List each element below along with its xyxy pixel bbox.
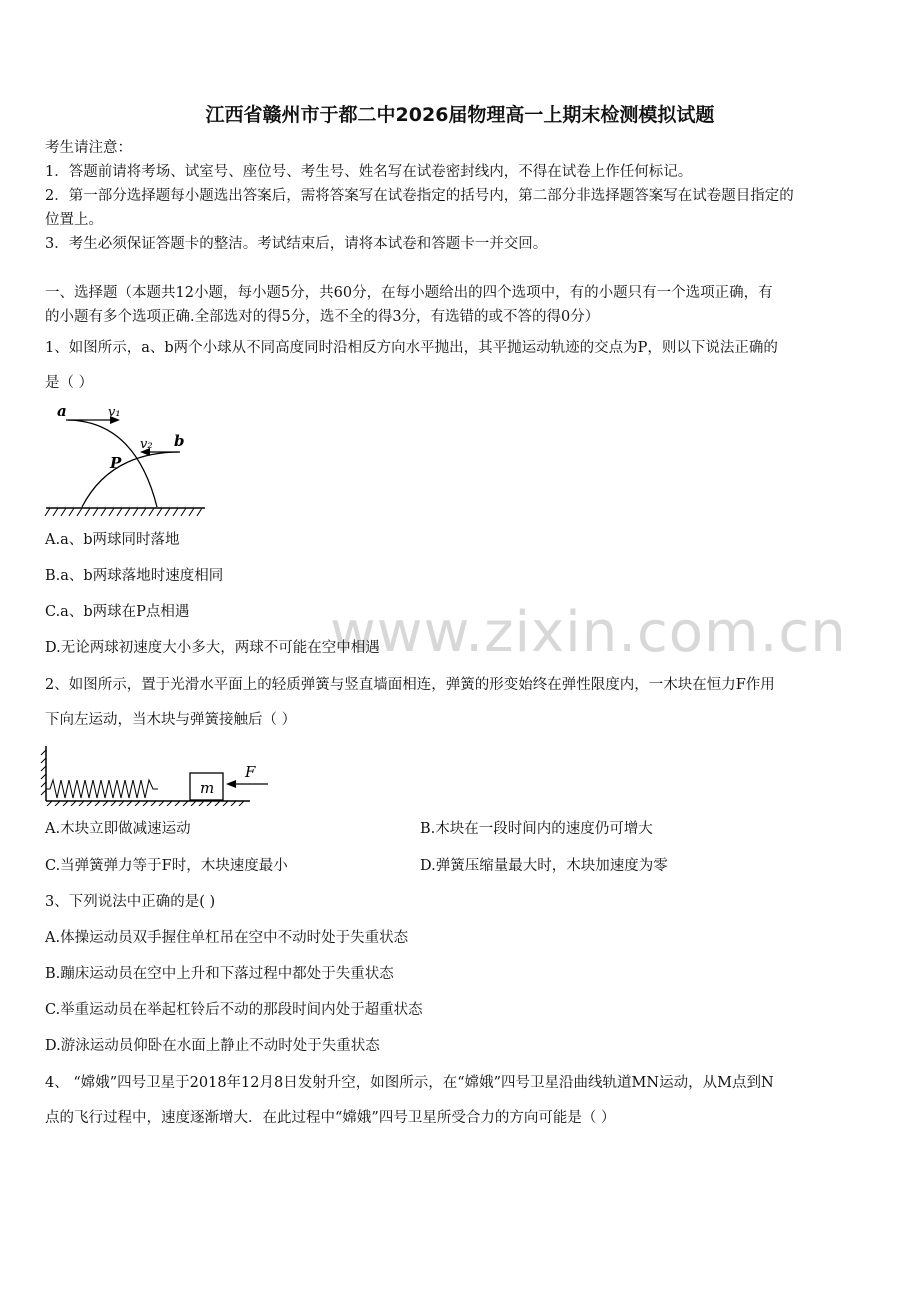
label-F: F	[245, 763, 256, 781]
trajectory-b	[82, 452, 180, 507]
label-v1: v₁	[108, 405, 121, 420]
q4-stem-1: 4、 “嫦娥”四号卫星于2018年12月8日发射升空，如图所示，在“嫦娥”四号卫星沿曲线轨道MN运动，从M点到N	[45, 1075, 774, 1091]
q3-option-c[interactable]: C.举重运动员在举起杠铃后不动的那段时间内处于超重状态	[45, 1002, 423, 1018]
spring	[46, 780, 158, 798]
label-b: b	[174, 432, 185, 450]
q1-stem-1: 1、如图所示，a、b两个小球从不同高度同时沿相反方向水平抛出，其平抛运动轨迹的交点为P，则以下说法正确的	[45, 340, 778, 356]
notice-item-2-cont: 位置上。	[45, 212, 103, 228]
q1-option-d[interactable]: D.无论两球初速度大小多大，两球不可能在空中相遇	[45, 640, 380, 656]
q2-option-c[interactable]: C.当弹簧弹力等于F时，木块速度最小	[45, 858, 288, 874]
watermark: www.zixin.com.cn	[330, 600, 847, 665]
label-a: a	[57, 402, 67, 420]
section-instructions-2: 的小题有多个选项正确.全部选对的得5分，选不全的得3分，有选错的或不答的得0分）	[45, 309, 600, 325]
notice-item-2: 2．第一部分选择题每小题选出答案后，需将答案写在试卷指定的括号内，第二部分非选择题答案写在试卷题目指定的	[45, 188, 794, 204]
q1-option-b[interactable]: B.a、b两球落地时速度相同	[45, 568, 224, 584]
notice-heading: 考生请注意：	[45, 140, 132, 156]
section-instructions-1: 一、选择题（本题共12小题，每小题5分，共60分，在每小题给出的四个选项中，有的小题只有一个选项正确，有	[45, 285, 773, 301]
q2-option-b[interactable]: B.木块在一段时间内的速度仍可增大	[420, 821, 653, 837]
notice-item-1: 1．答题前请将考场、试室号、座位号、考生号、姓名写在试卷密封线内，不得在试卷上作任何标记。	[45, 164, 693, 180]
q2-stem-1: 2、如图所示，置于光滑水平面上的轻质弹簧与竖直墙面相连，弹簧的形变始终在弹性限度内，一木块在恒力F作用	[45, 677, 775, 693]
q1-figure	[40, 400, 215, 520]
q3-option-a[interactable]: A.体操运动员双手握住单杠吊在空中不动时处于失重状态	[45, 930, 409, 946]
label-v2: v₂	[140, 437, 153, 452]
q1-stem-2: 是（ ）	[45, 375, 94, 391]
q1-option-c[interactable]: C.a、b两球在P点相遇	[45, 604, 190, 620]
q3-option-d[interactable]: D.游泳运动员仰卧在水面上静止不动时处于失重状态	[45, 1038, 380, 1054]
page-title: 江西省赣州市于都二中2026届物理高一上期末检测模拟试题	[205, 104, 715, 126]
q1-option-a[interactable]: A.a、b两球同时落地	[45, 532, 180, 548]
notice-item-3: 3．考生必须保证答题卡的整洁。考试结束后，请将本试卷和答题卡一并交回。	[45, 236, 548, 252]
q2-stem-2: 下向左运动，当木块与弹簧接触后（ ）	[45, 712, 297, 728]
force-arrowhead	[226, 780, 236, 788]
label-P: P	[110, 454, 122, 472]
q3-stem: 3、下列说法中正确的是( )	[45, 894, 216, 910]
q3-option-b[interactable]: B.蹦床运动员在空中上升和下落过程中都处于失重状态	[45, 966, 394, 982]
q4-stem-2: 点的飞行过程中，速度逐渐增大．在此过程中“嫦娥”四号卫星所受合力的方向可能是（ ）	[45, 1110, 616, 1126]
q2-figure	[40, 744, 275, 806]
q2-option-d[interactable]: D.弹簧压缩量最大时，木块加速度为零	[420, 858, 668, 874]
q2-option-a[interactable]: A.木块立即做减速运动	[45, 821, 191, 837]
label-m: m	[200, 779, 215, 797]
